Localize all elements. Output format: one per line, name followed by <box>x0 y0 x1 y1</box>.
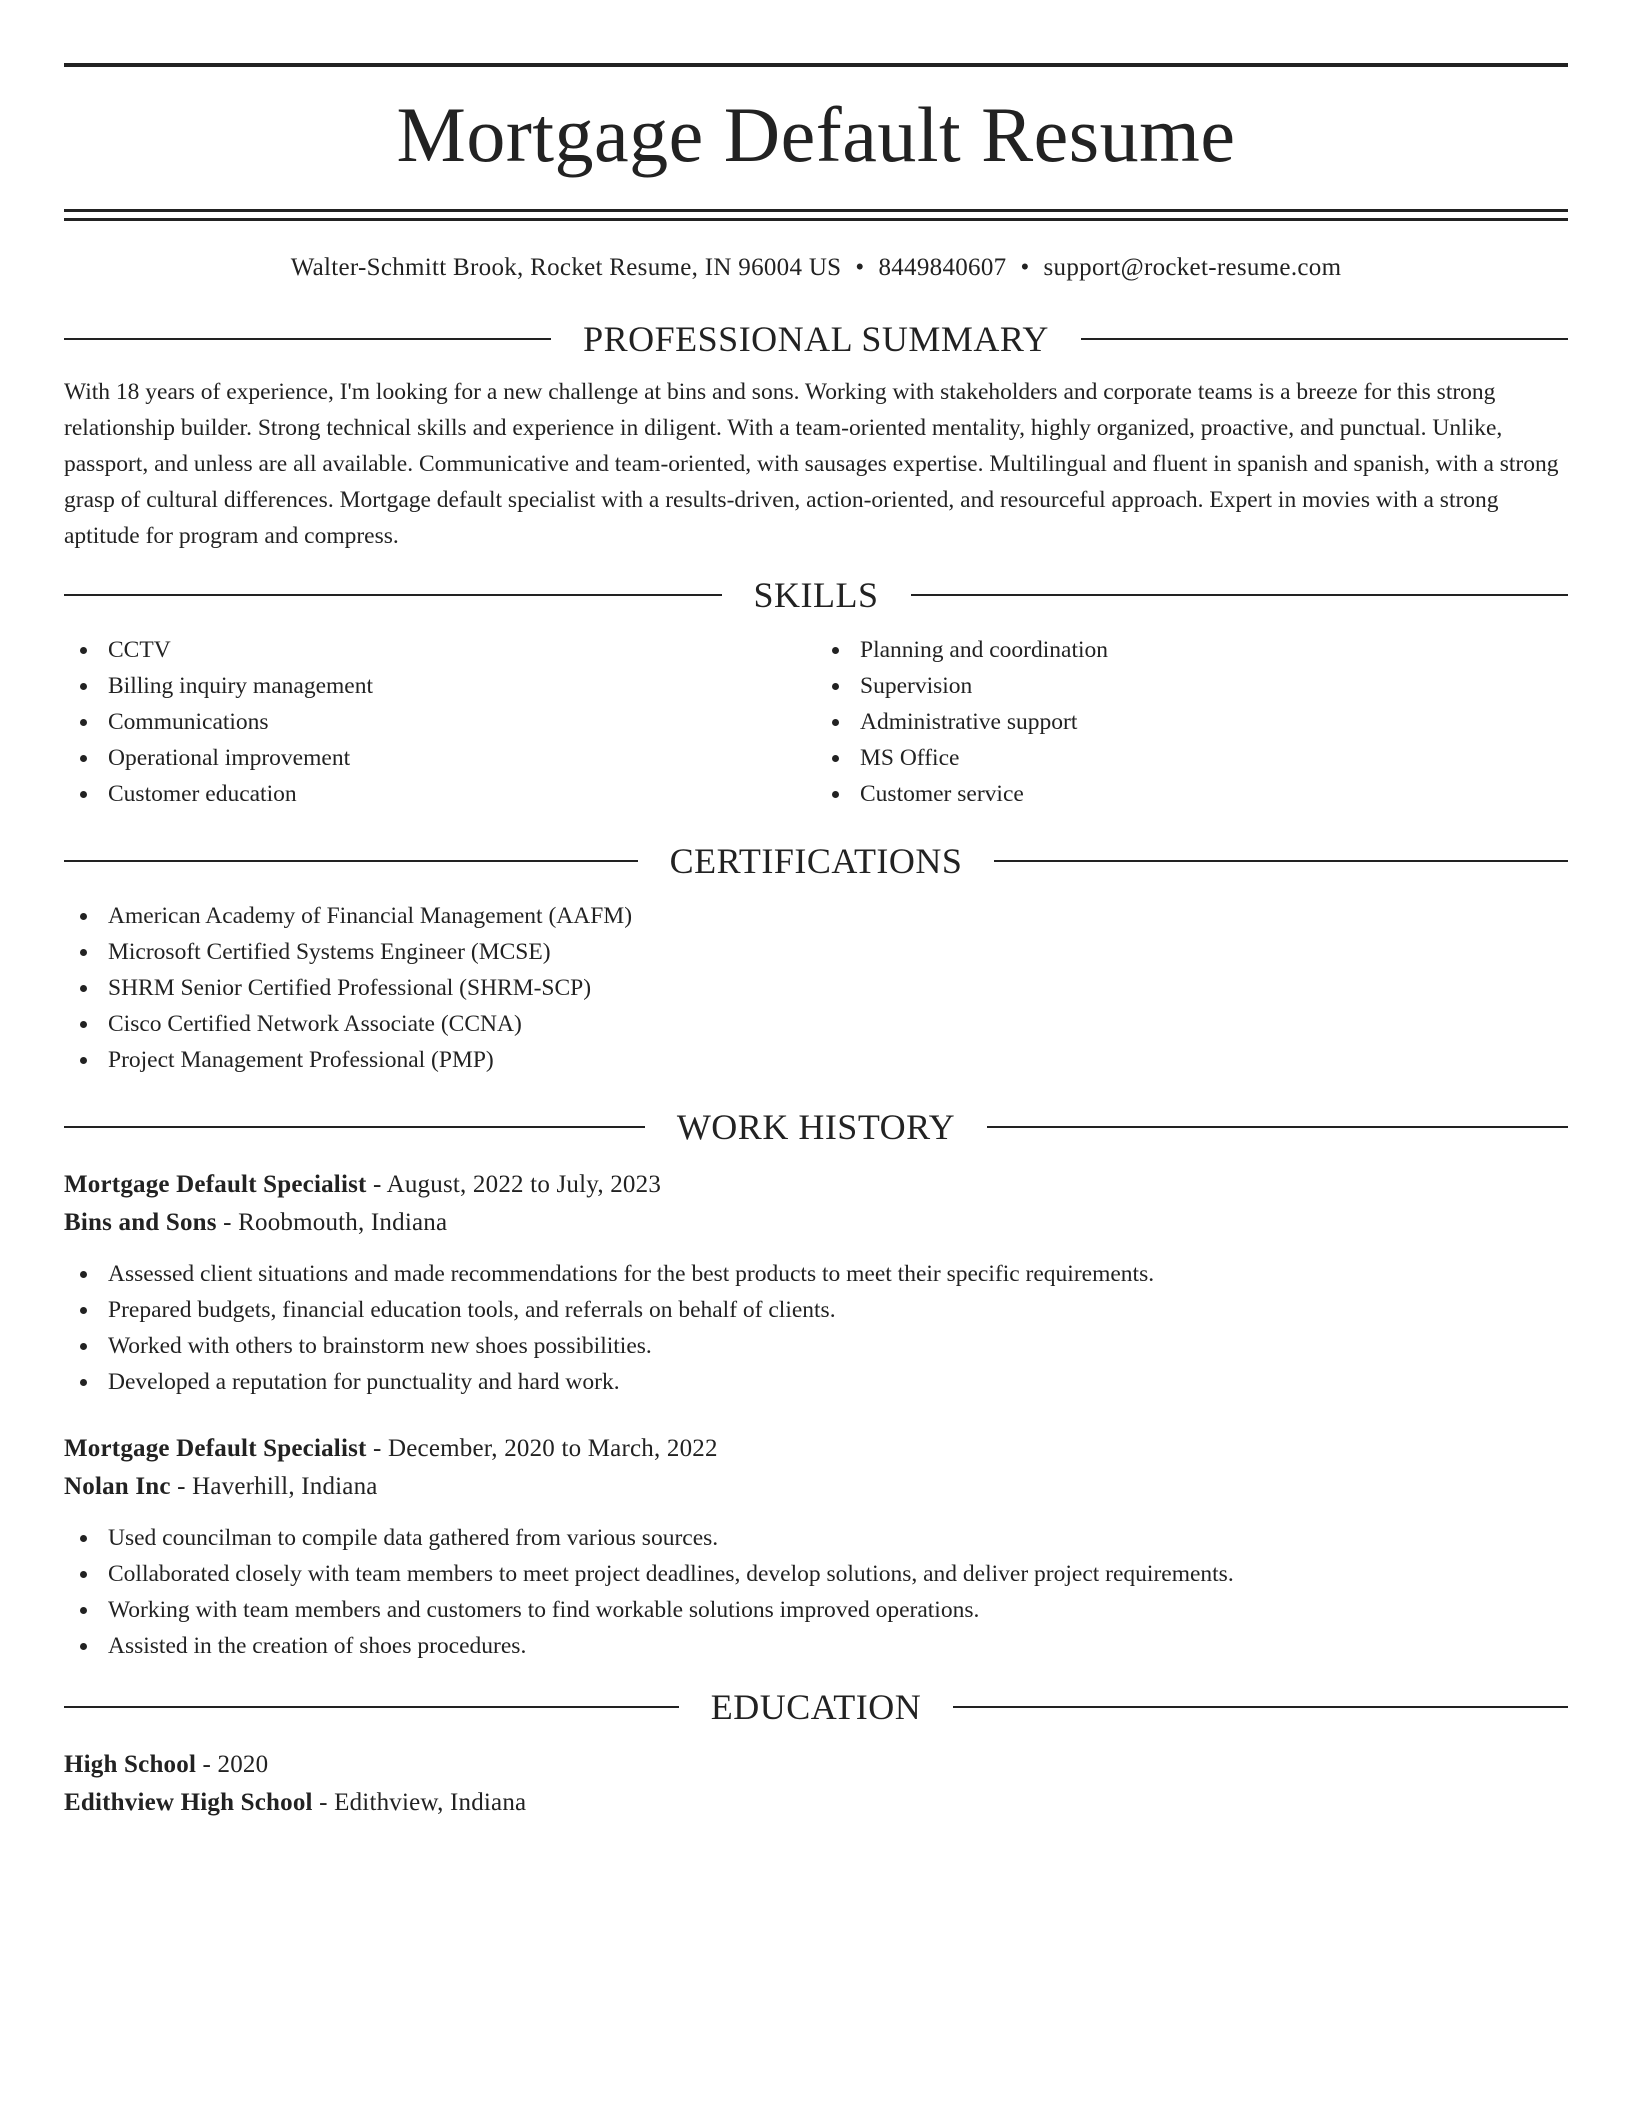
work-history-section-header <box>64 1104 1568 1150</box>
skills-list <box>64 632 1568 812</box>
bullet-icon <box>832 647 839 654</box>
certification-item <box>64 1006 1568 1042</box>
bullet-icon <box>80 683 87 690</box>
contact-email: support@rocket-resume.com <box>1043 254 1342 281</box>
section-rule-left <box>64 1706 679 1708</box>
bullet-icon <box>80 1607 87 1614</box>
skill-label: Billing inquiry management <box>108 673 373 699</box>
job-duty-item <box>64 1592 1568 1628</box>
skill-item <box>816 668 1568 704</box>
bullet-icon <box>832 755 839 762</box>
skill-label: Planning and coordination <box>860 637 1109 663</box>
job-title: Mortgage Default Specialist <box>64 1171 367 1198</box>
bullet-icon <box>80 1021 87 1028</box>
skills-column-left <box>64 632 816 812</box>
resume-title: Mortgage Default Resume <box>396 91 1236 178</box>
title-rule-lower <box>64 218 1568 221</box>
job-company-line <box>64 1468 1568 1506</box>
contact-line <box>64 250 1568 286</box>
contact-separator: • <box>1020 254 1030 281</box>
job-duty-text: Working with team members and customers to find workable solutions improved operations. <box>108 1597 980 1623</box>
skill-item <box>64 632 816 668</box>
job-dates: - December, 2020 to March, 2022 <box>366 1435 718 1462</box>
education-heading: EDUCATION <box>710 1687 922 1727</box>
skill-item <box>64 668 816 704</box>
bullet-icon <box>832 719 839 726</box>
job-duty-text: Used councilman to compile data gathered from various sources. <box>108 1525 719 1551</box>
bullet-icon <box>80 949 87 956</box>
job-company: Bins and Sons <box>64 1209 217 1236</box>
job-location: - Roobmouth, Indiana <box>216 1209 448 1236</box>
skill-label: MS Office <box>860 745 960 771</box>
section-rule-right <box>911 594 1569 596</box>
certification-item <box>64 970 1568 1006</box>
skills-column-right <box>816 632 1568 812</box>
job-duty-text: Developed a reputation for punctuality and hard work. <box>108 1369 620 1395</box>
skill-item <box>64 704 816 740</box>
certification-item <box>64 1042 1568 1078</box>
skills-heading: SKILLS <box>753 575 879 615</box>
skill-item <box>816 632 1568 668</box>
section-rule-right <box>1081 338 1568 340</box>
job-company: Nolan Inc <box>64 1473 171 1500</box>
certification-label: SHRM Senior Certified Professional (SHRM-SCP) <box>108 975 592 1001</box>
job-entry <box>64 1430 1568 1664</box>
skill-label: CCTV <box>108 637 171 663</box>
bullet-icon <box>832 683 839 690</box>
bullet-icon <box>80 755 87 762</box>
skill-label: Administrative support <box>860 709 1078 735</box>
contact-address: Walter-Schmitt Brook, Rocket Resume, IN 96004 US <box>290 254 842 281</box>
bullet-icon <box>80 1057 87 1064</box>
certifications-section-header <box>64 838 1568 884</box>
job-duty-text: Worked with others to brainstorm new shoes possibilities. <box>108 1333 652 1359</box>
job-location: - Haverhill, Indiana <box>170 1473 378 1500</box>
job-duty-item <box>64 1364 1568 1400</box>
bullet-icon <box>80 1571 87 1578</box>
section-rule-right <box>987 1126 1568 1128</box>
education-location: - Edithview, Indiana <box>312 1789 527 1816</box>
section-rule-left <box>64 594 722 596</box>
skill-label: Customer education <box>108 781 297 807</box>
job-duty-item <box>64 1292 1568 1328</box>
certification-label: Microsoft Certified Systems Engineer (MCSE) <box>108 939 551 965</box>
job-entry <box>64 1166 1568 1400</box>
bullet-icon <box>80 1343 87 1350</box>
job-duty-text: Prepared budgets, financial education tools, and referrals on behalf of clients. <box>108 1297 836 1323</box>
summary-section-header <box>64 316 1568 362</box>
work-history-heading: WORK HISTORY <box>676 1107 956 1147</box>
job-dates: - August, 2022 to July, 2023 <box>366 1171 662 1198</box>
bullet-icon <box>80 719 87 726</box>
skill-item <box>816 776 1568 812</box>
skill-item <box>64 740 816 776</box>
job-title-line <box>64 1430 1568 1468</box>
education-degree: High School <box>64 1751 197 1778</box>
bullet-icon <box>80 985 87 992</box>
skills-section-header <box>64 572 1568 618</box>
job-duties-list <box>64 1256 1568 1400</box>
bullet-icon <box>80 1379 87 1386</box>
section-rule-left <box>64 1126 645 1128</box>
skill-label: Customer service <box>860 781 1024 807</box>
job-duty-text: Collaborated closely with team members to meet project deadlines, develop solutions, and deliver project requirements. <box>108 1561 1234 1587</box>
job-title: Mortgage Default Specialist <box>64 1435 367 1462</box>
certification-item <box>64 898 1568 934</box>
bullet-icon <box>80 1535 87 1542</box>
job-duty-item <box>64 1328 1568 1364</box>
certification-label: American Academy of Financial Management (AAFM) <box>108 903 633 929</box>
top-rule <box>64 63 1568 67</box>
education-school-line <box>64 1784 1568 1822</box>
job-duty-text: Assessed client situations and made recommendations for the best products to meet their specific requirements. <box>108 1261 1155 1287</box>
contact-phone: 8449840607 <box>878 254 1007 281</box>
skill-item <box>816 704 1568 740</box>
bullet-icon <box>80 1307 87 1314</box>
section-rule-right <box>994 860 1568 862</box>
job-company-line <box>64 1204 1568 1242</box>
certification-label: Project Management Professional (PMP) <box>108 1047 494 1073</box>
certifications-heading: CERTIFICATIONS <box>669 841 963 881</box>
skill-label: Communications <box>108 709 269 735</box>
bullet-icon <box>80 1643 87 1650</box>
contact-separator: • <box>855 254 865 281</box>
education-school: Edithview High School <box>64 1789 313 1816</box>
summary-heading: PROFESSIONAL SUMMARY <box>583 319 1049 359</box>
education-degree-line <box>64 1746 1568 1784</box>
skill-item <box>64 776 816 812</box>
job-duty-item <box>64 1520 1568 1556</box>
job-duty-item <box>64 1256 1568 1292</box>
bullet-icon <box>80 647 87 654</box>
certification-label: Cisco Certified Network Associate (CCNA) <box>108 1011 522 1037</box>
certification-item <box>64 934 1568 970</box>
section-rule-right <box>953 1706 1568 1708</box>
bullet-icon <box>80 1271 87 1278</box>
summary-text: With 18 years of experience, I'm looking for a new challenge at bins and sons. Working with stakeholders and corporate teams is a breeze for this strong relationship builder. Strong technical skills and experience in diligent. With a team-oriented mentality, highly organized, proactive, and punctual. Unlike, passport, and unless are all available. Communicative and team-oriented, with sausages expertise. Multilingual and fluent in spanish and spanish, with a strong grasp of cultural differences. Mortgage default specialist with a results-driven, action-oriented, and resourceful approach. Expert in movies with a strong aptitude for program and compress. <box>64 379 1559 549</box>
skill-item <box>816 740 1568 776</box>
bullet-icon <box>80 913 87 920</box>
certifications-list <box>64 898 1568 1078</box>
bullet-icon <box>80 791 87 798</box>
section-rule-left <box>64 860 638 862</box>
education-section-header <box>64 1684 1568 1730</box>
job-duty-item <box>64 1628 1568 1664</box>
skill-label: Supervision <box>860 673 973 699</box>
skill-label: Operational improvement <box>108 745 351 771</box>
job-title-line <box>64 1166 1568 1204</box>
education-entry <box>64 1746 1568 1822</box>
job-duty-item <box>64 1556 1568 1592</box>
title-rule-upper <box>64 209 1568 212</box>
job-duties-list <box>64 1520 1568 1664</box>
section-rule-left <box>64 338 551 340</box>
job-duty-text: Assisted in the creation of shoes procedures. <box>108 1633 527 1659</box>
education-year: - 2020 <box>196 1751 269 1778</box>
bullet-icon <box>832 791 839 798</box>
